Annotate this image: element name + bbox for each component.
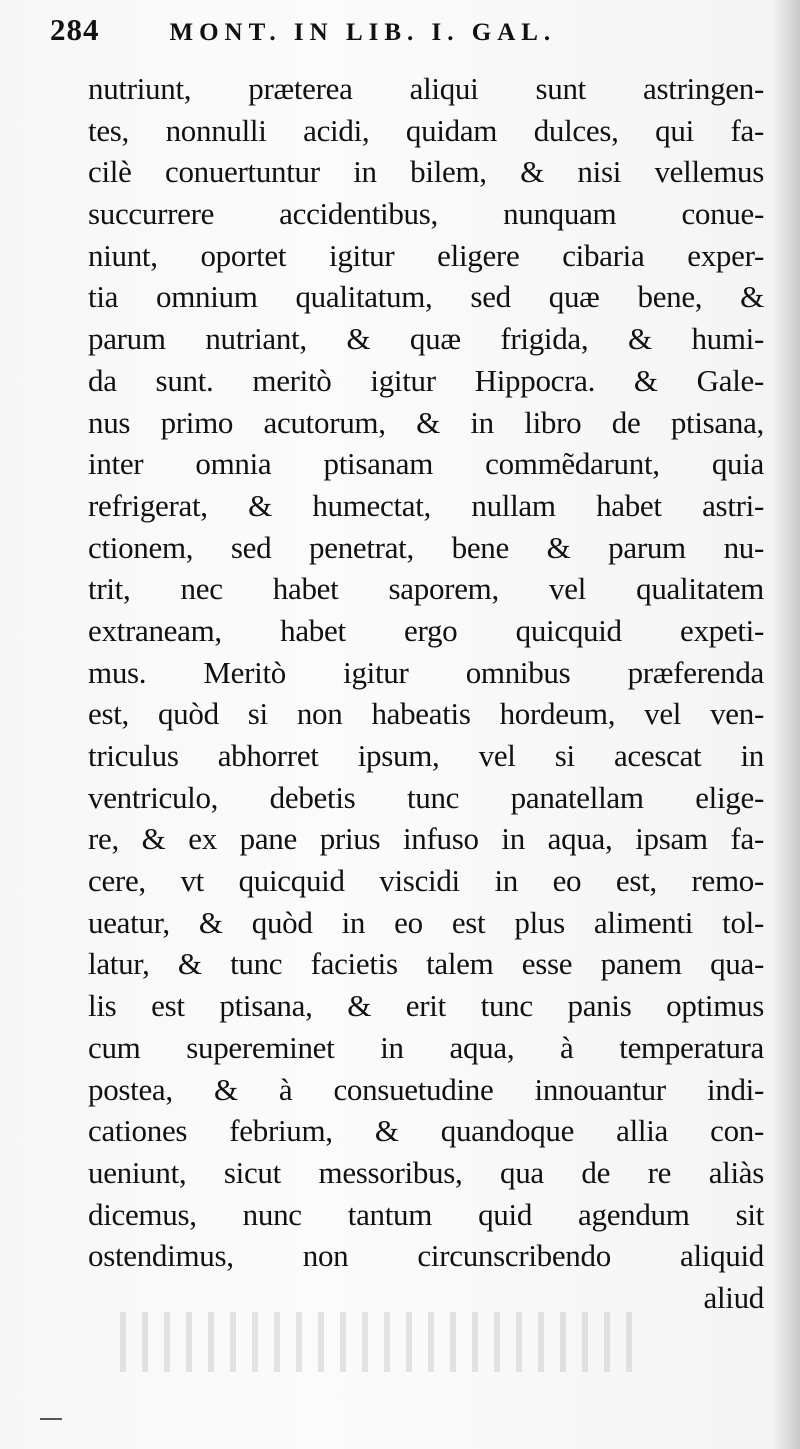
text-line: latur, & tunc facietis talem esse panem qua- xyxy=(88,946,764,982)
text-line: ostendimus, non circunscribendo aliquid xyxy=(88,1238,764,1274)
text-line: cum supereminet in aqua, à temperatura xyxy=(88,1029,764,1065)
body-text xyxy=(88,68,764,1319)
text-line: succurrere accidentibus, nunquam conue- xyxy=(88,196,764,232)
running-head: MONT. IN LIB. I. GAL. xyxy=(169,19,557,46)
show-through-bleed xyxy=(120,1312,640,1372)
text-line: parum nutriant, & quæ frigida, & humi- xyxy=(88,321,764,357)
text-line: inter omnia ptisanam commẽdarunt, quia xyxy=(88,446,764,482)
text-line: trit, nec habet saporem, vel qualitatem xyxy=(88,571,764,607)
text-line: cilè conuertuntur in bilem, & nisi vellemus xyxy=(88,154,764,190)
text-line: mus. Meritò igitur omnibus præferenda xyxy=(88,654,764,690)
text-line: est, quòd si non habeatis hordeum, vel ven- xyxy=(88,696,764,732)
text-line: ventriculo, debetis tunc panatellam elige- xyxy=(88,779,764,815)
text-line: extraneam, habet ergo quicquid expeti- xyxy=(88,612,764,648)
text-line: ctionem, sed penetrat, bene & parum nu- xyxy=(88,529,764,565)
text-line: lis est ptisana, & erit tunc panis optimus xyxy=(88,988,764,1024)
page-number: 284 xyxy=(50,12,100,47)
text-line: cationes febrium, & quandoque allia con- xyxy=(88,1113,764,1149)
catchword: aliud xyxy=(703,1279,764,1315)
text-line: niunt, oportet igitur eligere cibaria exper- xyxy=(88,237,764,273)
text-line: dicemus, nunc tantum quid agendum sit xyxy=(88,1196,764,1232)
text-line: tes, nonnulli acidi, quidam dulces, qui fa- xyxy=(88,112,764,148)
text-line: da sunt. meritò igitur Hippocra. & Gale- xyxy=(88,362,764,398)
text-line: postea, & à consuetudine innouantur indi- xyxy=(88,1071,764,1107)
text-line: re, & ex pane prius infuso in aqua, ipsam fa- xyxy=(88,821,764,857)
page-edge-shadow xyxy=(772,0,800,1449)
text-line: ueatur, & quòd in eo est plus alimenti tol- xyxy=(88,904,764,940)
text-line: tia omnium qualitatum, sed quæ bene, & xyxy=(88,279,764,315)
text-line: triculus abhorret ipsum, vel si acescat in xyxy=(88,738,764,773)
text-line: ueniunt, sicut messoribus, qua de re aliàs xyxy=(88,1154,764,1190)
text-line: nutriunt, præterea aliqui sunt astringen- xyxy=(88,71,764,106)
margin-mark xyxy=(40,1418,62,1420)
text-line: nus primo acutorum, & in libro de ptisana, xyxy=(88,404,764,440)
text-line: cere, vt quicquid viscidi in eo est, remo- xyxy=(88,863,764,899)
text-line: refrigerat, & humectat, nullam habet astri- xyxy=(88,487,764,523)
page-header xyxy=(50,12,750,52)
